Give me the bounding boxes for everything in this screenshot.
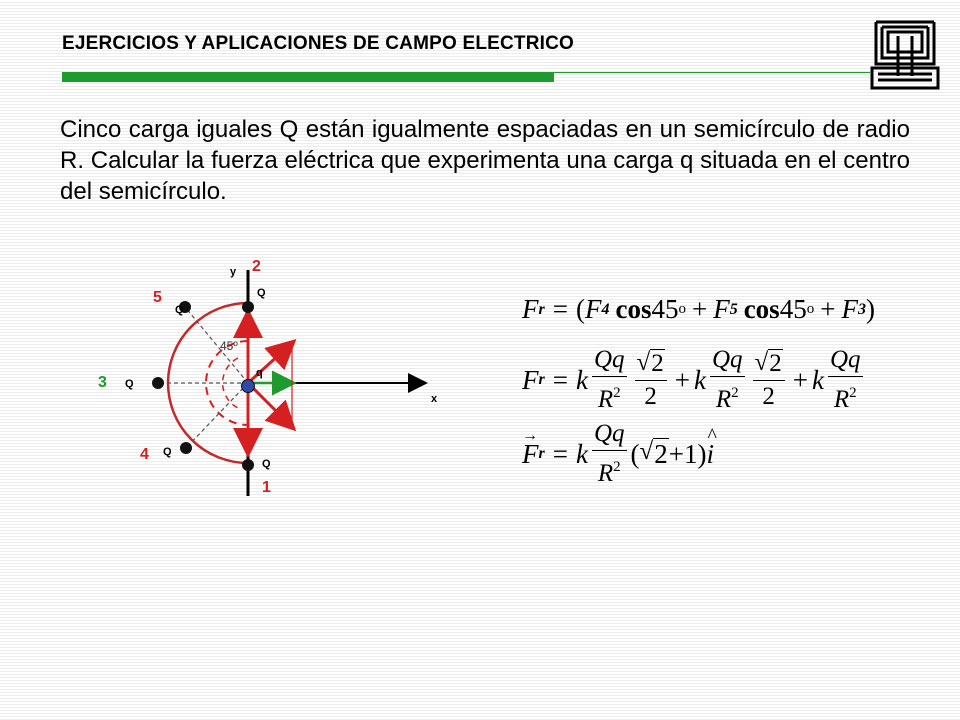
charge-2-number: 2 [252,258,261,275]
charge-3-number: 3 [98,374,107,391]
charge-3-dot [152,377,164,389]
charge-5-label: Q [175,304,184,316]
problem-statement: Cinco carga iguales Q están igualmente espaciadas en un semicírculo de radio R. Calcular la fuerza eléctrica que experimenta una carga q situada en el centro del semicírculo. [60,116,910,205]
radius-line-5 [185,307,248,383]
x-axis-label: x [431,393,438,405]
charge-1-label: Q [262,458,271,470]
center-charge-label: q [256,367,263,379]
radius-line-4 [186,383,248,448]
equation-3: → F r = k $\frac{Qq}{R^2}$ ( √ 2 +1) ^ i [522,420,717,487]
equation-2: F r = k $\frac{Qq}{R^2}$ √ 2 2 + k $\frac{Qq}{R^2}$ √ 2 2 + k $\frac{Qq}{R^2}$ [522,346,861,413]
semicircle-arc [168,303,248,463]
charge-5-number: 5 [153,289,162,306]
charge-4-number: 4 [140,446,149,463]
slide-title: EJERCICIOS Y APLICACIONES DE CAMPO ELECTRICO [62,33,575,54]
charge-2-label: Q [257,287,266,299]
force-vector-5 [248,383,292,427]
equation-1: F r = ( F 4 cos 45 o + F 5 cos 45 o + F 3 ) [522,294,875,324]
charge-4-label: Q [163,446,172,458]
charge-1-number: 1 [262,479,271,496]
charge-2-dot [242,301,254,313]
force-vector-4 [248,343,292,383]
y-axis-label: y [230,266,237,278]
charge-1-dot [242,459,254,471]
charge-3-label: Q [125,378,134,390]
charge-4-dot [180,442,192,454]
center-charge-dot [242,380,255,393]
angle-label: 45º [220,339,238,353]
